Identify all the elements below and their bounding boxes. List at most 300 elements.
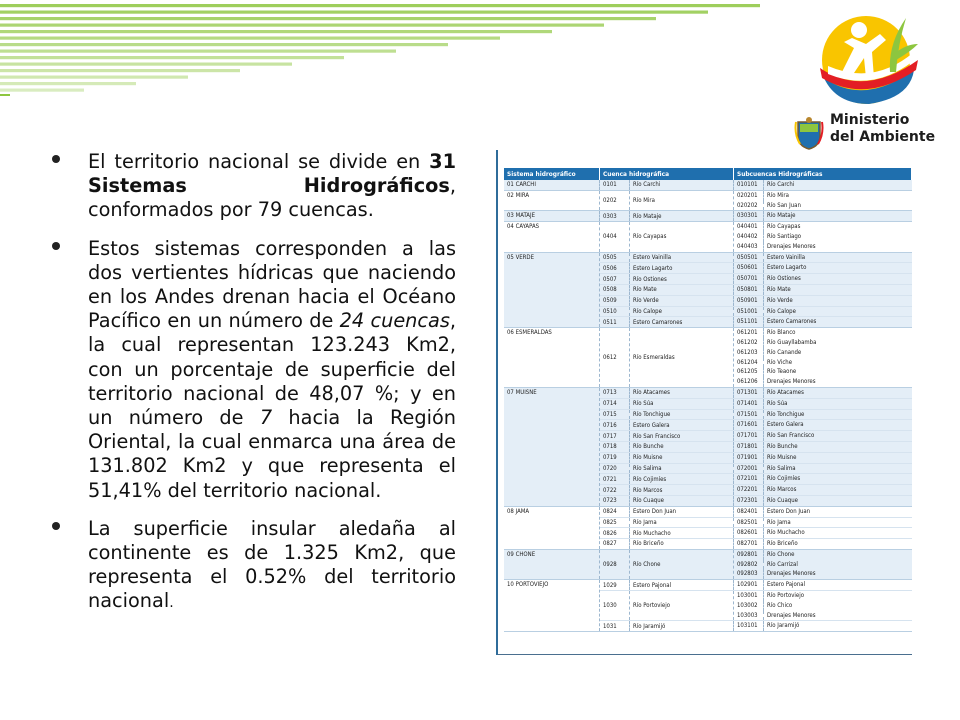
subcuenca-name: Río Carchi [767,181,795,188]
subcuenca-name: Río Viche [767,358,793,366]
subcuenca-list [734,263,912,273]
subcuenca-code: 061202 [734,338,764,348]
subcuenca-name: Río San Francisco [767,432,815,440]
subcuenca-code: 050501 [734,253,764,263]
subcuenca-code: 020201 [734,191,764,201]
cuenca-name: Río Atacames [633,389,670,397]
subcuenca-list [734,211,912,221]
cuenca-code: 0720 [600,464,630,474]
subcuenca-name: Río Atacames [767,388,804,396]
cuenca-row [600,550,912,579]
subcuenca-row [734,591,912,601]
cuenca-list [600,507,912,549]
subcuenca-name: Río Muisne [767,453,797,461]
subcuenca-code: 103001 [734,591,764,601]
subcuenca-code: 051001 [734,307,764,317]
table-group-row [504,580,912,632]
subcuenca-list [734,591,912,620]
bullet-text-segment: 7 [259,406,273,430]
table-bottom-rule [498,654,912,655]
cuenca-name: Río Tonchigue [633,410,671,418]
subcuenca-row [734,201,912,211]
bullet-list [52,150,456,630]
stripe-line [0,24,604,27]
cuenca-name: Río Jaramijó [633,622,666,630]
bullet-dot-icon [52,242,60,250]
system-cell: 02 MIRA [504,191,600,211]
subcuenca-row [734,539,912,549]
subcuenca-row [734,507,912,517]
cuenca-code: 0825 [600,518,630,528]
subcuenca-name: Río Bunche [767,442,798,450]
cuenca-code: 0827 [600,539,630,549]
cuenca-code: 0826 [600,528,630,538]
subcuenca-name: Drenajes Menores [767,242,816,250]
subcuenca-code: 061206 [734,377,764,387]
cuenca-cell [600,211,734,221]
subcuenca-code: 072201 [734,485,764,495]
cuenca-row [600,621,912,631]
bullet-dot-icon [52,522,60,530]
subcuenca-list [734,528,912,538]
subcuenca-code: 103002 [734,601,764,611]
bullet-item [52,237,456,503]
subcuenca-name: Río Salima [767,464,796,472]
cuenca-row [600,211,912,221]
cuenca-name: Estero Don Juan [633,508,677,516]
subcuenca-list [734,296,912,306]
subcuenca-list [734,453,912,463]
cuenca-code: 0715 [600,410,630,420]
table-group-row [504,388,912,507]
subcuenca-row [734,442,912,452]
stripe-line [0,94,10,96]
cuenca-name: Río Jama [633,518,657,526]
table-group-row [504,550,912,580]
subcuenca-row [734,242,912,252]
cuenca-cell [600,296,734,306]
cuenca-code: 0507 [600,274,630,284]
subcuenca-code: 040402 [734,232,764,242]
subcuenca-name: Río Carrizal [767,560,798,568]
cuenca-name: Río Ostiones [633,275,667,283]
bullet-text [88,237,456,503]
subcuenca-list [734,474,912,484]
cuenca-cell [600,580,734,590]
subcuenca-code: 071501 [734,410,764,420]
subcuenca-code: 061204 [734,358,764,368]
subcuenca-list [734,496,912,506]
bullet-text-segment: , conformados por 79 cuencas. [88,174,456,222]
cuenca-cell [600,263,734,273]
cuenca-cell [600,388,734,398]
stripe-line [0,17,656,20]
header-cuenca: Cuenca hidrográfica [600,168,734,180]
ministry-logo [790,8,950,158]
subcuenca-list [734,274,912,284]
cuenca-cell [600,474,734,484]
cuenca-row [600,328,912,387]
cuenca-name: Río Bunche [633,443,664,451]
subcuenca-list [734,317,912,327]
cuenca-name: Río Carchi [633,181,661,189]
subcuenca-list [734,410,912,420]
subcuenca-name: Río Ostiones [767,275,801,283]
subcuenca-row [734,464,912,474]
bullet-text-segment: 24 cuencas [339,309,450,333]
cuenca-code: 1029 [600,580,630,590]
cuenca-row [600,317,912,327]
subcuenca-code: 030301 [734,211,764,221]
subcuenca-row [734,410,912,420]
subcuenca-row [734,328,912,338]
cuenca-name: Río Cayapas [633,233,667,241]
cuenca-code: 0202 [600,191,630,211]
cuenca-row [600,591,912,621]
subcuenca-name: Río Chone [767,550,795,558]
stripe-line [0,50,396,53]
cuenca-cell [600,420,734,430]
subcuenca-name: Río Muchacho [767,529,805,537]
subcuenca-row [734,191,912,201]
cuenca-list [600,222,912,251]
subcuenca-code: 050701 [734,274,764,284]
subcuenca-name: Río Marcos [767,486,797,494]
table-body [504,180,912,632]
subcuenca-row [734,348,912,358]
subcuenca-row [734,285,912,295]
subcuenca-list [734,222,912,251]
cuenca-row [600,453,912,464]
bullet-text-segment: , la cual representan 123.243 Km2, con un porcentaje de superficie del territorio nacional de 48,07 %; y en un número de [88,309,457,430]
cuenca-row [600,274,912,285]
cuenca-row [600,539,912,549]
subcuenca-name: Estero Camarones [767,318,817,326]
cuenca-code: 0510 [600,307,630,317]
stripe-line [0,56,344,59]
cuenca-row [600,496,912,506]
cuenca-name: Río Cuaque [633,497,664,505]
subcuenca-name: Río San Juan [767,201,801,209]
cuenca-code: 0928 [600,550,630,579]
subcuenca-list [734,328,912,387]
subcuenca-name: Estero Galera [767,421,804,429]
cuenca-row [600,180,912,190]
subcuenca-name: Río Jama [767,518,791,526]
system-cell: 08 JAMA [504,507,600,549]
subcuenca-code: 061205 [734,367,764,377]
cuenca-row [600,507,912,518]
stripe-line [0,89,84,92]
cuenca-code: 0719 [600,453,630,463]
subcuenca-row [734,180,912,190]
subcuenca-row [734,307,912,317]
subcuenca-list [734,180,912,190]
ministry-name-line1: Ministerio [830,112,910,128]
stripe-line [0,63,292,66]
ministry-emblem-icon [814,8,926,108]
cuenca-list [600,211,912,221]
subcuenca-list [734,253,912,263]
subcuenca-code: 040401 [734,222,764,232]
subcuenca-list [734,307,912,317]
subcuenca-list [734,191,912,211]
cuenca-list [600,253,912,328]
cuenca-code: 0721 [600,474,630,484]
cuenca-row [600,420,912,431]
cuenca-row [600,263,912,274]
cuenca-code: 0509 [600,296,630,306]
subcuenca-name: Río Chico [767,601,793,609]
subcuenca-row [734,399,912,409]
cuenca-code: 0723 [600,496,630,506]
subcuenca-row [734,431,912,441]
subcuenca-list [734,420,912,430]
bullet-text-segment: Estos sistemas corresponden a las dos vertientes hídricas que naciendo en los Andes drenan hacia el Océano Pacífico en un número de [88,236,456,333]
subcuenca-name: Estero Don Juan [767,507,811,515]
cuenca-cell [600,328,734,387]
subcuenca-name: Estero Lagarto [767,264,807,272]
table-group-row [504,211,912,222]
subcuenca-list [734,507,912,517]
table-group-row [504,180,912,191]
cuenca-cell [600,518,734,528]
cuenca-row [600,474,912,485]
stripe-line [0,4,760,7]
subcuenca-code: 061203 [734,348,764,358]
table-group-row [504,507,912,550]
cuenca-cell [600,191,734,211]
subcuenca-code: 082501 [734,518,764,528]
cuenca-name: Río Marcos [633,486,663,494]
ministry-name-line2: del Ambiente [830,129,936,145]
subcuenca-code: 040403 [734,242,764,252]
system-cell: 03 MATAJE [504,211,600,221]
cuenca-row [600,285,912,296]
subcuenca-row [734,518,912,528]
cuenca-name: Estero Galera [633,421,670,429]
subcuenca-code: 092801 [734,550,764,560]
cuenca-cell [600,539,734,549]
cuenca-name: Río Salima [633,464,662,472]
cuenca-name: Río Súa [633,400,654,408]
subcuenca-name: Drenajes Menores [767,570,816,578]
subcuenca-row [734,420,912,430]
subcuenca-name: Río Mataje [767,212,796,220]
subcuenca-name: Río Cayapas [767,223,801,231]
subcuenca-name: Río Jaramijó [767,622,800,630]
bullet-item [52,150,456,223]
cuenca-name: Estero Camarones [633,318,683,326]
cuenca-row [600,253,912,264]
subcuenca-list [734,399,912,409]
cuenca-list [600,180,912,190]
cuenca-row [600,485,912,496]
cuenca-cell [600,453,734,463]
subcuenca-name: Río Guayllabamba [767,338,817,346]
subcuenca-name: Río Cojimíes [767,475,801,483]
hydrographic-table [504,168,912,632]
subcuenca-list [734,388,912,398]
cuenca-name: Río Calope [633,307,662,315]
cuenca-name: Río Muchacho [633,529,671,537]
subcuenca-name: Río Portoviejo [767,592,805,600]
cuenca-code: 0506 [600,263,630,273]
cuenca-name: Río Briceño [633,540,664,548]
stripe-line [0,30,552,33]
cuenca-list [600,388,912,506]
cuenca-cell [600,307,734,317]
cuenca-row [600,518,912,529]
subcuenca-code: 071801 [734,442,764,452]
cuenca-name: Río Muisne [633,454,663,462]
subcuenca-row [734,550,912,560]
subcuenca-row [734,222,912,232]
subcuenca-row [734,296,912,306]
cuenca-name: Río Mira [633,197,655,205]
cuenca-cell [600,317,734,327]
subcuenca-row [734,274,912,284]
header-sistema: Sistema hidrográfico [504,168,600,180]
subcuenca-code: 071301 [734,388,764,398]
subcuenca-row [734,560,912,570]
cuenca-list [600,550,912,579]
cuenca-row [600,399,912,410]
bullet-dot-icon [52,155,60,163]
stripe-line [0,43,448,46]
subcuenca-row [734,601,912,611]
cuenca-cell [600,410,734,420]
subcuenca-row [734,474,912,484]
subcuenca-list [734,464,912,474]
cuenca-name: Río Mataje [633,212,662,220]
subcuenca-code: 050801 [734,285,764,295]
cuenca-code: 0511 [600,317,630,327]
cuenca-cell [600,442,734,452]
bullet-item [52,517,456,616]
subcuenca-row [734,232,912,242]
cuenca-code: 0714 [600,399,630,409]
subcuenca-code: 051101 [734,317,764,327]
cuenca-cell [600,431,734,441]
subcuenca-code: 092803 [734,569,764,579]
cuenca-code: 1031 [600,621,630,631]
table-group-row [504,328,912,388]
cuenca-code: 0505 [600,253,630,263]
cuenca-cell [600,253,734,263]
bullet-text [88,150,456,223]
cuenca-list [600,580,912,631]
cuenca-cell [600,222,734,251]
subcuenca-list [734,442,912,452]
cuenca-cell [600,496,734,506]
cuenca-code: 1030 [600,591,630,620]
cuenca-cell [600,180,734,190]
subcuenca-code: 082401 [734,507,764,517]
header-subcuencas: Subcuencas Hidrográficas [734,168,912,180]
cuenca-cell [600,399,734,409]
cuenca-row [600,307,912,318]
cuenca-name: Estero Vainilla [633,253,672,261]
subcuenca-name: Río Briceño [767,540,798,548]
subcuenca-code: 072101 [734,474,764,484]
subcuenca-code: 050601 [734,263,764,273]
cuenca-row [600,464,912,475]
cuenca-cell [600,464,734,474]
subcuenca-name: Drenajes Menores [767,378,816,386]
bullet-text-segment: El territorio nacional se divide en [88,150,430,173]
cuenca-row [600,580,912,591]
cuenca-cell [600,528,734,538]
subcuenca-name: Río Teaone [767,368,797,376]
system-cell: 01 CARCHI [504,180,600,190]
system-cell: 10 PORTOVIEJO [504,580,600,631]
bullet-text [88,517,456,616]
stripe-line [0,76,188,79]
table-group-row [504,191,912,212]
subcuenca-name: Río Verde [767,296,793,304]
cuenca-cell [600,550,734,579]
subcuenca-row [734,528,912,538]
subcuenca-list [734,550,912,579]
subcuenca-list [734,580,912,590]
cuenca-code: 0303 [600,211,630,221]
cuenca-name: Estero Pajonal [633,581,672,589]
cuenca-row [600,442,912,453]
subcuenca-code: 072301 [734,496,764,506]
cuenca-name: Río Portoviejo [633,602,671,610]
subcuenca-code: 071701 [734,431,764,441]
subcuenca-row [734,317,912,327]
subcuenca-name: Estero Pajonal [767,581,806,589]
ministry-name [830,112,935,146]
system-cell: 06 ESMERALDAS [504,328,600,387]
subcuenca-code: 103101 [734,621,764,631]
cuenca-row [600,528,912,539]
subcuenca-row [734,485,912,495]
hydrographic-table-panel [496,150,912,655]
table-group-row [504,253,912,329]
subcuenca-code: 071401 [734,399,764,409]
cuenca-code: 0101 [600,180,630,190]
cuenca-code: 0713 [600,388,630,398]
subcuenca-list [734,285,912,295]
stripe-line [0,82,136,85]
cuenca-row [600,222,912,251]
bullet-text-segment: 31 Sistemas Hidrográficos [88,150,456,198]
cuenca-row [600,296,912,307]
cuenca-cell [600,285,734,295]
bullet-text-segment: hacia la Región Oriental, la cual enmarca una área de 131.802 Km2 y que representa el 51,41% del territorio nacional. [88,406,456,502]
cuenca-code: 0824 [600,507,630,517]
subcuenca-code: 071901 [734,453,764,463]
cuenca-code: 0722 [600,485,630,495]
cuenca-code: 0718 [600,442,630,452]
subcuenca-name: Río Cuaque [767,496,798,504]
subcuenca-row [734,338,912,348]
subcuenca-row [734,388,912,398]
subcuenca-row [734,611,912,621]
subcuenca-row [734,621,912,631]
cuenca-cell [600,621,734,631]
cuenca-code: 0508 [600,285,630,295]
subcuenca-name: Río Mate [767,285,791,293]
subcuenca-list [734,431,912,441]
system-cell: 07 MUISNE [504,388,600,506]
subcuenca-code: 020202 [734,201,764,211]
cuenca-list [600,328,912,387]
subcuenca-name: Drenajes Menores [767,611,816,619]
